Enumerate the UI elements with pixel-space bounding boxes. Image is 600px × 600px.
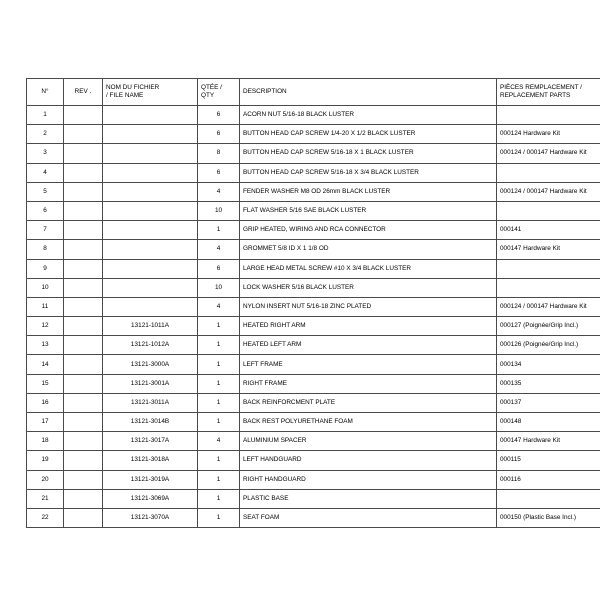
column-header-file-name-line1: NOM DU FICHIER <box>106 84 160 91</box>
cell-replacement-parts: 000116 <box>497 470 600 489</box>
cell-replacement-parts: 000115 <box>497 451 600 470</box>
cell-rev <box>64 432 103 451</box>
table-row <box>27 470 600 489</box>
table-row <box>27 259 600 278</box>
cell-file-name: 13121-3001A <box>103 374 198 393</box>
column-header-replacement-parts-line1: PIÈCES REMPLACEMENT / <box>500 84 582 91</box>
table-row <box>27 413 600 432</box>
cell-file-name <box>103 163 198 182</box>
cell-description: BUTTON HEAD CAP SCREW 5/16-18 X 1 BLACK LUSTER <box>240 144 497 163</box>
table-row <box>27 163 600 182</box>
cell-replacement-parts <box>497 259 600 278</box>
cell-quantity: 4 <box>198 182 240 201</box>
cell-quantity: 4 <box>198 297 240 316</box>
cell-file-name <box>103 144 198 163</box>
cell-file-name <box>103 240 198 259</box>
cell-rev <box>64 317 103 336</box>
cell-file-name: 13121-3017A <box>103 432 198 451</box>
cell-quantity: 1 <box>198 317 240 336</box>
cell-file-name <box>103 278 198 297</box>
cell-replacement-parts: 000150 (Plastic Base Incl.) <box>497 508 600 527</box>
cell-rev <box>64 297 103 316</box>
cell-quantity: 6 <box>198 259 240 278</box>
cell-replacement-parts: 000141 <box>497 221 600 240</box>
cell-rev <box>64 259 103 278</box>
cell-file-name <box>103 297 198 316</box>
cell-quantity: 6 <box>198 163 240 182</box>
cell-replacement-parts <box>497 489 600 508</box>
cell-description: SEAT FOAM <box>240 508 497 527</box>
column-header-file-name <box>103 79 198 106</box>
cell-rev <box>64 451 103 470</box>
cell-number: 17 <box>27 413 64 432</box>
cell-replacement-parts: 000124 / 000147 Hardware Kit <box>497 182 600 201</box>
cell-rev <box>64 355 103 374</box>
cell-file-name: 13121-3014B <box>103 413 198 432</box>
cell-file-name <box>103 182 198 201</box>
table-header <box>27 79 600 106</box>
cell-description: LEFT HANDGUARD <box>240 451 497 470</box>
cell-file-name: 13121-3070A <box>103 508 198 527</box>
column-header-description: DESCRIPTION <box>240 79 497 106</box>
cell-number: 20 <box>27 470 64 489</box>
cell-number: 15 <box>27 374 64 393</box>
table-row <box>27 432 600 451</box>
table-row <box>27 201 600 220</box>
cell-number: 1 <box>27 106 64 125</box>
cell-rev <box>64 393 103 412</box>
cell-file-name: 13121-3000A <box>103 355 198 374</box>
table-row <box>27 144 600 163</box>
cell-replacement-parts: 000147 Hardware Kit <box>497 432 600 451</box>
cell-rev <box>64 144 103 163</box>
cell-quantity: 1 <box>198 489 240 508</box>
table-row <box>27 489 600 508</box>
cell-rev <box>64 278 103 297</box>
cell-description: NYLON INSERT NUT 5/16-18 ZINC PLATED <box>240 297 497 316</box>
cell-replacement-parts <box>497 163 600 182</box>
cell-file-name <box>103 259 198 278</box>
table-row <box>27 240 600 259</box>
cell-number: 19 <box>27 451 64 470</box>
cell-quantity: 1 <box>198 413 240 432</box>
column-header-quantity <box>198 79 240 106</box>
cell-replacement-parts: 000134 <box>497 355 600 374</box>
cell-quantity: 10 <box>198 278 240 297</box>
cell-file-name: 13121-3019A <box>103 470 198 489</box>
cell-rev <box>64 470 103 489</box>
column-header-quantity-line1: QTÉE / <box>201 84 222 91</box>
cell-rev <box>64 182 103 201</box>
cell-description: ALUMINIUM SPACER <box>240 432 497 451</box>
cell-number: 3 <box>27 144 64 163</box>
cell-replacement-parts: 000124 / 000147 Hardware Kit <box>497 297 600 316</box>
cell-file-name: 13121-3069A <box>103 489 198 508</box>
column-header-rev: REV . <box>64 79 103 106</box>
cell-file-name: 13121-3018A <box>103 451 198 470</box>
cell-description: LOCK WASHER 5/16 BLACK LUSTER <box>240 278 497 297</box>
cell-replacement-parts: 000124 Hardware Kit <box>497 125 600 144</box>
column-header-quantity-line2: QTY <box>201 92 215 99</box>
cell-number: 9 <box>27 259 64 278</box>
cell-replacement-parts: 000124 / 000147 Hardware Kit <box>497 144 600 163</box>
cell-description: BUTTON HEAD CAP SCREW 5/16-18 X 3/4 BLACK LUSTER <box>240 163 497 182</box>
cell-description: HEATED LEFT ARM <box>240 336 497 355</box>
table-row <box>27 355 600 374</box>
cell-rev <box>64 125 103 144</box>
cell-rev <box>64 221 103 240</box>
cell-rev <box>64 413 103 432</box>
cell-quantity: 1 <box>198 221 240 240</box>
cell-replacement-parts: 000137 <box>497 393 600 412</box>
cell-description: BUTTON HEAD CAP SCREW 1/4-20 X 1/2 BLACK LUSTER <box>240 125 497 144</box>
table-row <box>27 125 600 144</box>
cell-description: BACK REINFORCMENT PLATE <box>240 393 497 412</box>
column-header-file-name-line2: / FILE NAME <box>106 92 144 99</box>
cell-replacement-parts: 000148 <box>497 413 600 432</box>
cell-number: 11 <box>27 297 64 316</box>
cell-description: LARGE HEAD METAL SCREW #10 X 3/4 BLACK LUSTER <box>240 259 497 278</box>
cell-file-name: 13121-1011A <box>103 317 198 336</box>
cell-rev <box>64 163 103 182</box>
table-row <box>27 106 600 125</box>
cell-number: 2 <box>27 125 64 144</box>
table-header-row <box>27 79 600 106</box>
cell-file-name: 13121-1012A <box>103 336 198 355</box>
cell-file-name <box>103 106 198 125</box>
cell-file-name <box>103 125 198 144</box>
table-row <box>27 278 600 297</box>
table-body <box>27 106 600 528</box>
cell-quantity: 6 <box>198 106 240 125</box>
cell-replacement-parts: 000127 (Poignée/Grip Incl.) <box>497 317 600 336</box>
cell-number: 14 <box>27 355 64 374</box>
cell-number: 16 <box>27 393 64 412</box>
cell-replacement-parts: 000135 <box>497 374 600 393</box>
cell-number: 10 <box>27 278 64 297</box>
cell-description: HEATED RIGHT ARM <box>240 317 497 336</box>
cell-quantity: 4 <box>198 240 240 259</box>
cell-replacement-parts <box>497 278 600 297</box>
table-row <box>27 374 600 393</box>
cell-file-name <box>103 221 198 240</box>
cell-rev <box>64 489 103 508</box>
cell-description: RIGHT FRAME <box>240 374 497 393</box>
cell-quantity: 4 <box>198 432 240 451</box>
cell-number: 13 <box>27 336 64 355</box>
cell-quantity: 1 <box>198 374 240 393</box>
parts-list-table <box>26 78 600 528</box>
cell-description: PLASTIC BASE <box>240 489 497 508</box>
cell-quantity: 1 <box>198 508 240 527</box>
column-header-replacement-parts <box>497 79 600 106</box>
cell-number: 12 <box>27 317 64 336</box>
cell-rev <box>64 106 103 125</box>
cell-number: 8 <box>27 240 64 259</box>
cell-number: 22 <box>27 508 64 527</box>
column-header-number: N° <box>27 79 64 106</box>
cell-description: ACORN NUT 5/16-18 BLACK LUSTER <box>240 106 497 125</box>
cell-rev <box>64 336 103 355</box>
cell-number: 18 <box>27 432 64 451</box>
cell-replacement-parts: 000126 (Poignée/Grip Incl.) <box>497 336 600 355</box>
table-row <box>27 336 600 355</box>
table-row <box>27 182 600 201</box>
cell-rev <box>64 508 103 527</box>
cell-number: 21 <box>27 489 64 508</box>
cell-quantity: 8 <box>198 144 240 163</box>
cell-quantity: 1 <box>198 451 240 470</box>
column-header-replacement-parts-line2: REPLACEMENT PARTS <box>500 92 571 99</box>
cell-quantity: 1 <box>198 336 240 355</box>
cell-description: FLAT WASHER 5/16 SAE BLACK LUSTER <box>240 201 497 220</box>
table-row <box>27 221 600 240</box>
cell-description: FENDER WASHER M8 OD 26mm BLACK LUSTER <box>240 182 497 201</box>
table-row <box>27 297 600 316</box>
cell-number: 7 <box>27 221 64 240</box>
cell-replacement-parts <box>497 106 600 125</box>
cell-quantity: 1 <box>198 393 240 412</box>
cell-number: 5 <box>27 182 64 201</box>
table-row <box>27 393 600 412</box>
cell-quantity: 10 <box>198 201 240 220</box>
table-row <box>27 451 600 470</box>
cell-number: 6 <box>27 201 64 220</box>
table-row <box>27 317 600 336</box>
cell-replacement-parts: 000147 Hardware Kit <box>497 240 600 259</box>
cell-rev <box>64 240 103 259</box>
cell-description: BACK REST POLYURETHANE FOAM <box>240 413 497 432</box>
cell-replacement-parts <box>497 201 600 220</box>
cell-description: RIGHT HANDGUARD <box>240 470 497 489</box>
cell-quantity: 6 <box>198 125 240 144</box>
cell-rev <box>64 374 103 393</box>
cell-number: 4 <box>27 163 64 182</box>
cell-quantity: 1 <box>198 470 240 489</box>
cell-description: LEFT FRAME <box>240 355 497 374</box>
cell-description: GRIP HEATED, WIRING AND RCA CONNECTOR <box>240 221 497 240</box>
cell-rev <box>64 201 103 220</box>
table-row <box>27 508 600 527</box>
cell-file-name: 13121-3011A <box>103 393 198 412</box>
cell-description: GROMMET 5/8 ID X 1 1/8 OD <box>240 240 497 259</box>
cell-quantity: 1 <box>198 355 240 374</box>
cell-file-name <box>103 201 198 220</box>
